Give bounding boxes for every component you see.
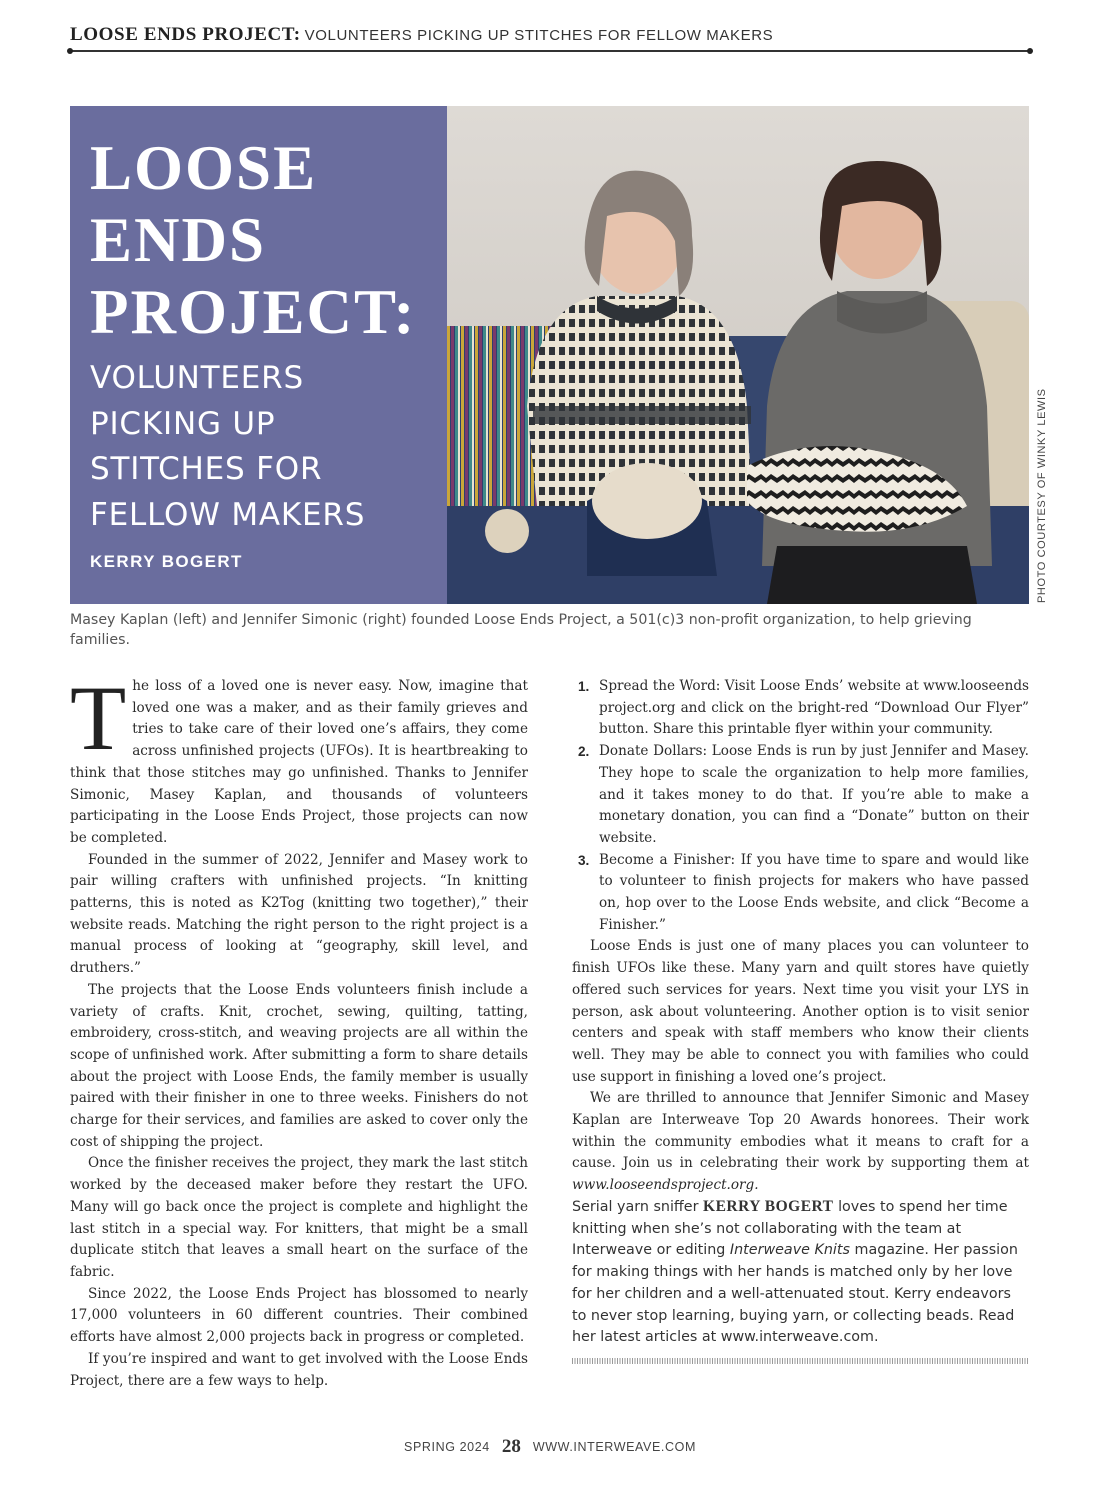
body-column-right [572,676,1029,1197]
body-paragraph-text: We are thrilled to announce that Jennifer Simonic and Masey Kaplan are Interweave Top 20 Awards honorees. Their work within the community embodies what it means to craft for a cause. Join us in celebrating their work by supporting them at [572,1090,1029,1172]
list-number: 1. [578,679,590,694]
header-rule [70,50,1030,52]
author-bio [572,1196,1029,1349]
body-paragraph: If you’re inspired and want to get involved with the Loose Ends Project, there are a few ways to help. [70,1350,528,1389]
running-head-subtitle: VOLUNTEERS PICKING UP STITCHES FOR FELLOW MAKERS [304,27,774,44]
founders-photo [447,106,1029,604]
list-number: 2. [578,744,590,760]
byline: KERRY BOGERT [90,552,243,571]
body-paragraph: Founded in the summer of 2022, Jennifer and Masey work to pair willing crafters with unfinished projects. “In knitting patterns, this is noted as K2Tog (knitting two together),” their website reads. Matching the right person to the right project is a manual process of looking at “geography, skill level, and druthers.” [70,851,528,977]
list-item [572,741,1029,850]
subtitle-line: FELLOW MAKERS [90,496,366,533]
ways-to-help-list [572,676,1029,936]
bio-end-rule [572,1358,1029,1364]
title-line: PROJECT: [90,277,417,347]
footer-url: WWW.INTERWEAVE.COM [532,1440,696,1454]
article-subtitle [90,356,440,538]
list-item [572,676,1029,741]
body-paragraph: Once the finisher receives the project, they mark the last stitch worked by the deceased maker before they restart the UFO. Many will go back once the project is complete and highlight the last stitch in a special way. For knitters, that might be a small duplicate stitch that leaves a small heart on the surface of the fabric. [70,1155,528,1280]
list-item-text: Become a Finisher: If you have time to spare and would like to volunteer to finish projects for makers who have passed on, hop over to the Loose Ends website, and click “Become a Finisher.” [599,851,1029,933]
subtitle-line: PICKING UP [90,405,276,442]
page-number: 28 [501,1436,521,1457]
footer-issue: SPRING 2024 [404,1440,490,1454]
running-head-title: LOOSE ENDS PROJECT: [70,24,301,45]
bio-text: magazine. Her passion for making things with her hands is matched only by her love for her children and a well-attenuated stout. Kerry endeavors to never stop learning, buying yarn, or collecting beads. Read her latest articles at www.interweave.com. [572,1242,1018,1346]
drop-cap: T [70,667,127,769]
bio-lead: Serial yarn sniffer [572,1199,699,1215]
page-footer [0,1436,1100,1458]
photo-credit-text: PHOTO COURTESY OF WINKY LEWIS [1036,388,1048,603]
body-paragraph: The projects that the Loose Ends volunteers finish include a variety of crafts. Knit, crochet, sewing, quilting, tatting, embroidery, cross-stitch, and weaving projects are all within the scope of unfinished work. After submitting a form to share details about the project with Loose Ends, the family member is usually paired with their finisher in one to three weeks. Finishers do not charge for their services, and families are asked to cover only the cost of shipping the project. [70,981,528,1150]
photo-caption: Masey Kaplan (left) and Jennifer Simonic (right) founded Loose Ends Project, a 501(c)3 non-profit organization, to help grieving families. [70,612,972,648]
bio-author-name: KERRY BOGERT [703,1198,834,1215]
article-title [90,132,440,348]
bio-text: loves to spend her time knitting when she’s not collaborating with the team at Interweave or editing [572,1199,1008,1259]
running-head [70,24,1030,50]
body-paragraph [70,667,528,850]
bio-magazine-name: Interweave Knits [729,1242,850,1259]
list-number: 3. [578,852,590,868]
title-line: LOOSE [90,133,318,203]
subtitle-line: STITCHES FOR [90,451,323,487]
body-paragraph: Since 2022, the Loose Ends Project has blossomed to nearly 17,000 volunteers in 60 different countries. Their combined efforts have almost 2,000 projects back in progress or completed. [70,1285,528,1346]
hero-section [70,106,1029,604]
website-link[interactable]: www.looseendsproject.org. [572,1177,759,1194]
body-column-left [70,667,528,1392]
photo-credit [1036,383,1054,603]
list-item [572,850,1029,937]
founders-photo-illustration [447,106,1029,604]
body-paragraph-text: he loss of a loved one is never easy. Now, imagine that loved one was a maker, and as their family grieves and tries to take care of their loved one’s affairs, they come across unfinished projects (UFOs). It is heartbreaking to think that those stitches may go unfinished. Thanks to Jennifer Simonic, Masey Kaplan, and thousands of volunteers participating in the Loose Ends Project, those projects can now be completed. [70,678,528,846]
title-line: ENDS [90,205,267,275]
list-item-text: Spread the Word: Visit Loose Ends’ website at www.looseends project.org and click on the bright-red “Download Our Flyer” button. Share this printable flyer within your community. [599,678,1029,738]
body-paragraph: Loose Ends is just one of many places you can volunteer to finish UFOs like these. Many yarn and quilt stores have quietly offered such services for years. Next time you visit your LYS in person, ask about volunteering. Another option is to visit senior centers and speak with staff members who know their clients well. They may be able to connect you with families who could use support in finishing a loved one’s project. [572,938,1029,1085]
list-item-text: Donate Dollars: Loose Ends is run by just Jennifer and Masey. They hope to scale the organization to help more families, and it takes money to do that. If you’re able to make a monetary donation, you can find a “Donate” button on their website. [599,743,1029,846]
title-panel [70,106,447,604]
subtitle-line: VOLUNTEERS [90,360,304,396]
body-paragraph [572,1088,1029,1197]
